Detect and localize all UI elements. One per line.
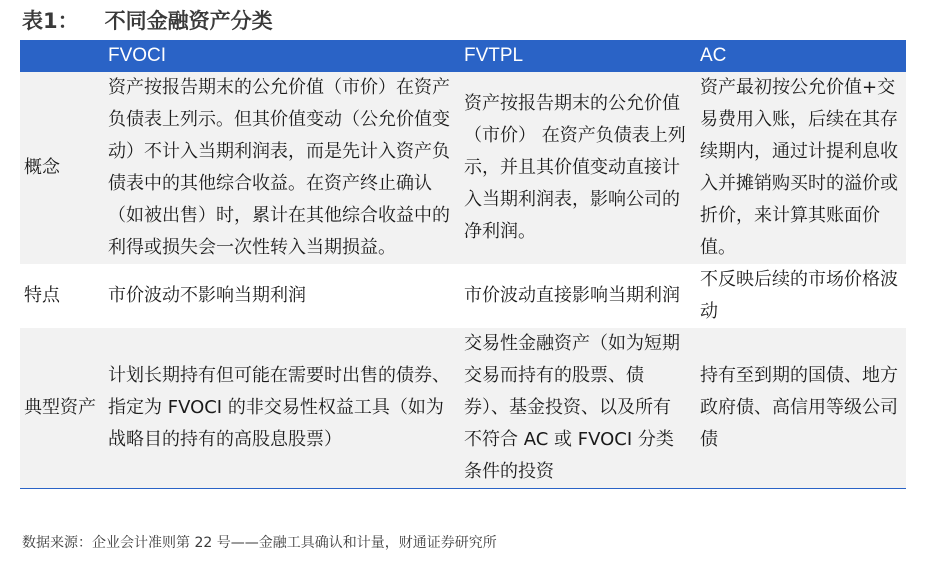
cell-concept-fvtpl: 资产按报告期末的公允价值（市价） 在资产负债表上列示，并且其价值变动直接计入当期利润表，影响公司的净利润。 (460, 72, 696, 264)
table-title (22, 4, 273, 38)
header-fvoci: FVOCI (104, 40, 460, 72)
table-row-feature (20, 264, 906, 328)
header-row (20, 40, 906, 72)
header-blank (20, 40, 104, 72)
header-fvtpl: FVTPL (460, 40, 696, 72)
data-source-note: 数据来源：企业会计准则第 22 号——金融工具确认和计量，财通证券研究所 (22, 535, 497, 551)
cell-feature-ac: 不反映后续的市场价格波动 (696, 264, 906, 328)
table-row-typical-assets (20, 328, 906, 489)
table-title-text: 不同金融资产分类 (104, 9, 273, 33)
row-label-typical-assets: 典型资产 (20, 328, 104, 489)
cell-concept-ac: 资产最初按公允价值+交易费用入账，后续在其存续期内，通过计提利息收入并摊销购买时的溢价或折价，来计算其账面价值。 (696, 72, 906, 264)
header-ac: AC (696, 40, 906, 72)
cell-feature-fvtpl: 市价波动直接影响当期利润 (460, 264, 696, 328)
cell-typical-fvoci: 计划长期持有但可能在需要时出售的债券、指定为 FVOCI 的非交易性权益工具（如为战略目的持有的高股息股票） (104, 328, 460, 489)
row-label-feature: 特点 (20, 264, 104, 328)
cell-feature-fvoci: 市价波动不影响当期利润 (104, 264, 460, 328)
cell-typical-fvtpl: 交易性金融资产（如为短期交易而持有的股票、债券）、基金投资、以及所有不符合 AC 或 FVOCI 分类条件的投资 (460, 328, 696, 489)
cell-concept-fvoci: 资产按报告期末的公允价值（市价）在资产负债表上列示。但其价值变动（公允价值变动）不计入当期利润表，而是先计入资产负债表中的其他综合收益。在资产终止确认（如被出售）时，累计在其他综合收益中的利得或损失会一次性转入当期损益。 (104, 72, 460, 264)
row-label-concept: 概念 (20, 72, 104, 264)
table-number: 表1： (22, 9, 79, 33)
cell-typical-ac: 持有至到期的国债、地方政府债、高信用等级公司债 (696, 328, 906, 489)
classification-table (20, 40, 906, 489)
table-row-concept (20, 72, 906, 264)
